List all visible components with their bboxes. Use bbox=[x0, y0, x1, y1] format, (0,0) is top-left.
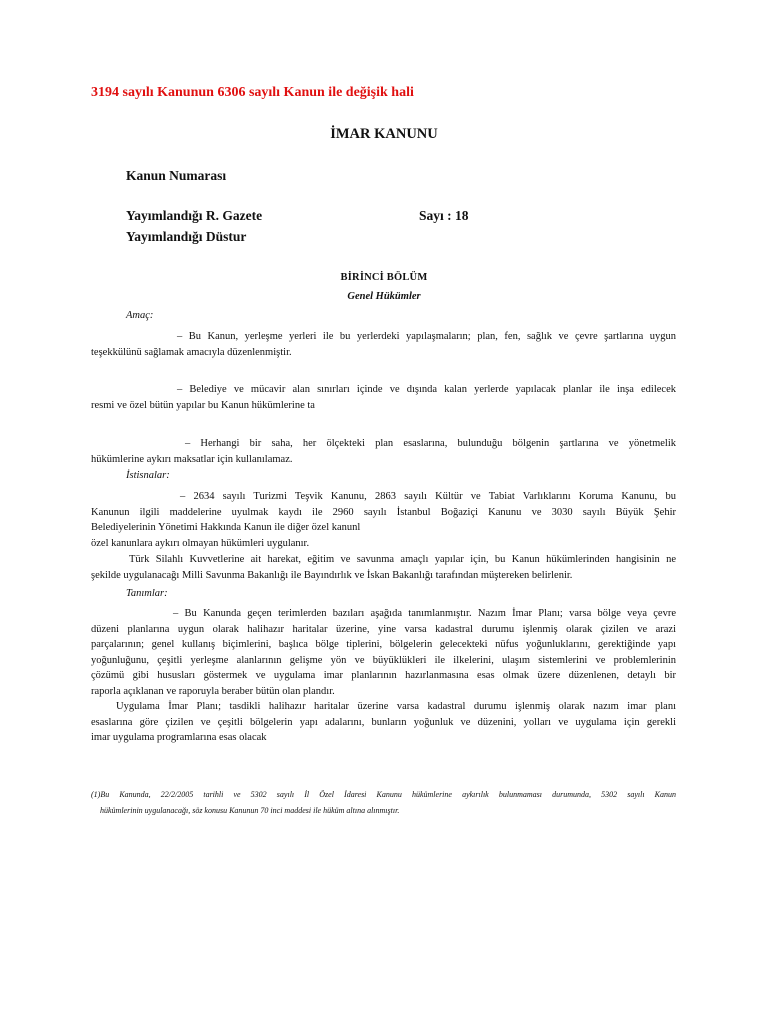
section-subtitle: Genel Hükümler bbox=[347, 291, 421, 302]
paragraph-tanimlar bbox=[91, 606, 676, 699]
text-segment: Türk Silahlı Kuvvetlerine ait harekat, eğitim ve savunma amaçlı yapılar için, bu Kanun hükümlerinden hangisinin ne bbox=[129, 554, 676, 565]
text-line bbox=[91, 606, 676, 622]
text-line: düzeni planlarına uygun olarak halihazır haritalar üzerine, yine varsa kadastral durumu işlenmiş olarak çizilen ve arazi bbox=[91, 623, 676, 635]
text-line: esaslarına göre çizilen ve çeşitli bölgelerin yapı adalarını, bunların yoğunluk ve düzenini, yolları ve uygulama için gerekli bbox=[91, 716, 676, 728]
text-segment: – 2634 sayılı Turizmi Teşvik Kanunu, 2863 sayılı Kültür ve Tabiat Varlıklarını Koruma Kanunu, bu bbox=[180, 491, 676, 502]
text-line: parçalarının; genel kullanış biçimlerini, başlıca bölge tiplerini, bölgelerin gelecekteki nüfus yoğunluklarını, gerektiğinde yapı bbox=[91, 639, 676, 650]
text-line: teşekkülünü sağlamak amacıyla düzenlenmiştir. bbox=[91, 346, 292, 358]
text-segment: – Bu Kanun, yerleşme yerleri ile bu yerlerdeki yapılaşmaların; plan, fen, sağlık ve çevre şartlarına uygun bbox=[177, 331, 676, 342]
dustur-label: Yayımlandığı Düstur bbox=[126, 229, 247, 244]
footnote bbox=[91, 787, 676, 819]
law-number-label: Kanun Numarası bbox=[126, 168, 227, 183]
text-line: şekilde uygulanacağı Milli Savunma Bakanlığı ile Bayındırlık ve İskan Bakanlığı tarafından müştereken belirlenir. bbox=[91, 569, 573, 581]
official-gazette-label: Yayımlandığı R. Gazete bbox=[126, 208, 263, 223]
text-segment: – Bu Kanunda geçen terimlerden bazıları aşağıda tanımlanmıştır. Nazım İmar Planı; varsa bölge veya çevre bbox=[173, 608, 676, 619]
text-line: imar uygulama programlarına esas olacak bbox=[91, 732, 267, 743]
text-segment: – Herhangi bir saha, her ölçekteki plan esaslarına, bulunduğu bölgenin şartlarına ve yönetmelik bbox=[185, 438, 676, 449]
issue-number: Sayı : 18 bbox=[419, 208, 469, 223]
paragraph-amac bbox=[91, 329, 676, 360]
paragraph-kapsam bbox=[91, 382, 676, 413]
paragraph-uygulama bbox=[91, 699, 676, 746]
paragraph-tsk bbox=[91, 552, 676, 583]
text-line bbox=[91, 489, 676, 505]
text-line: yoğunluğunu, çeşitli yerleşme alanlarının gelişme yön ve büyüklükleri ile ilkelerini, ulaşım sistemlerini ve problemlerinin bbox=[91, 654, 676, 666]
paragraph-plan bbox=[91, 436, 676, 467]
text-segment: Uygulama İmar Planı; tasdikli halihazır haritalar üzerine varsa kadastral durumu işlenmiş olarak nazım imar planı bbox=[116, 701, 676, 712]
text-line: hükümlerine aykırı maksatlar için kullanılamaz. bbox=[91, 453, 293, 465]
text-line bbox=[91, 699, 676, 715]
amendment-title: 3194 sayılı Kanunun 6306 sayılı Kanun ile değişik hali bbox=[91, 85, 414, 100]
text-line: çözümü gibi hususları göstermek ve uygulama imar planlarının hazırlanmasına esas olmak üzere düzenlenen, detaylı bir bbox=[91, 670, 676, 681]
section-title: BİRİNCİ BÖLÜM bbox=[340, 272, 428, 283]
tanimlar-heading: Tanımlar: bbox=[126, 588, 168, 599]
footnote-line: (1)Bu Kanunda, 22/2/2005 tarihli ve 5302 sayılı İl Özel İdaresi Kanunu hükümlerine aykırılık bulunmaması durumunda, 5302 sayılı Kanun bbox=[91, 790, 676, 799]
text-segment: – Belediye ve mücavir alan sınırları içinde ve dışında kalan yerlerde yapılacak planlar ile inşa edilecek bbox=[177, 384, 676, 395]
text-line bbox=[91, 382, 676, 398]
text-line: özel kanunlara aykırı olmayan hükümleri uygulanır. bbox=[91, 537, 310, 549]
text-line bbox=[91, 436, 676, 452]
amac-heading: Amaç: bbox=[126, 310, 154, 321]
text-line bbox=[91, 329, 676, 345]
istisnalar-heading: İstisnalar: bbox=[126, 470, 170, 481]
text-line: raporla açıklanan ve raporuyla beraber bütün olan plandır. bbox=[91, 685, 335, 697]
page-title: İMAR KANUNU bbox=[330, 126, 438, 142]
paragraph-istisnalar bbox=[91, 489, 676, 551]
text-line: Belediyelerinin Yönetimi Hakkında Kanun ile diğer özel kanunl bbox=[91, 522, 361, 533]
text-line: resmi ve özel bütün yapılar bu Kanun hükümlerine ta bbox=[91, 399, 315, 411]
text-line bbox=[91, 552, 676, 568]
text-line: Kanunun ilgili maddelerine uyulmak kaydı ile 2960 sayılı İstanbul Boğaziçi Kanunu ve 3030 sayılı Büyük Şehir bbox=[91, 506, 676, 518]
footnote-line: hükümlerinin uygulanacağı, söz konusu Kanunun 70 inci maddesi ile hüküm altına alınmıştır. bbox=[100, 806, 400, 815]
